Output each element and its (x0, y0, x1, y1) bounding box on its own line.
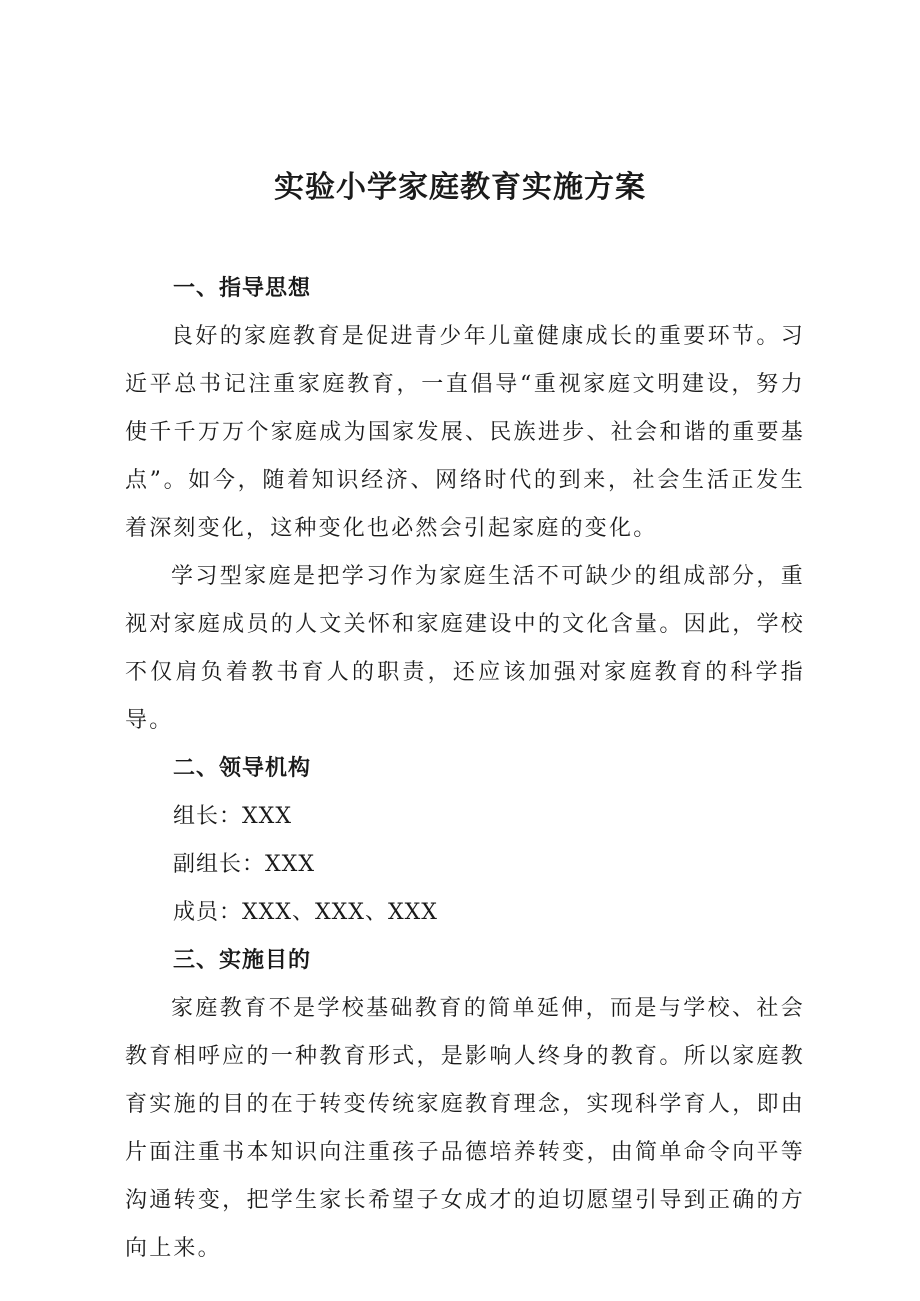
body-paragraph: 良好的家庭教育是促进青少年儿童健康成长的重要环节。习近平总书记注重家庭教育，一直倡导“重视家庭文明建设，努力使千千万万个家庭成为国家发展、民族进步、社会和谐的重要基点”。如今，随着知识经济、网络时代的到来，社会生活正发生着深刻变化，这种变化也必然会引起家庭的变化。 (125, 324, 805, 541)
section-heading: 二、领导机构 (173, 756, 312, 781)
member-line-leader: 组长：XXX (173, 804, 292, 829)
section-heading: 三、实施目的 (173, 948, 312, 973)
section-leadership (125, 745, 805, 937)
section-purpose (125, 937, 805, 1273)
section-heading: 一、指导思想 (173, 276, 312, 301)
member-line-deputy: 副组长：XXX (173, 852, 315, 877)
document-body (125, 265, 805, 1273)
document-title: 实验小学家庭教育实施方案 (274, 170, 646, 205)
body-paragraph: 学习型家庭是把学习作为家庭生活不可缺少的组成部分，重视对家庭成员的人文关怀和家庭建设中的文化含量。因此，学校不仅肩负着教书育人的职责，还应该加强对家庭教育的科学指导。 (125, 564, 805, 733)
section-guiding-ideology (125, 265, 805, 745)
member-line-members: 成员：XXX、XXX、XXX (173, 900, 438, 925)
body-paragraph: 家庭教育不是学校基础教育的简单延伸，而是与学校、社会教育相呼应的一种教育形式，是影响人终身的教育。所以家庭教育实施的目的在于转变传统家庭教育理念，实现科学育人，即由片面注重书本知识向注重孩子品德培养转变，由简单命令向平等沟通转变，把学生家长希望子女成才的迫切愿望引导到正确的方向上来。 (125, 996, 805, 1261)
